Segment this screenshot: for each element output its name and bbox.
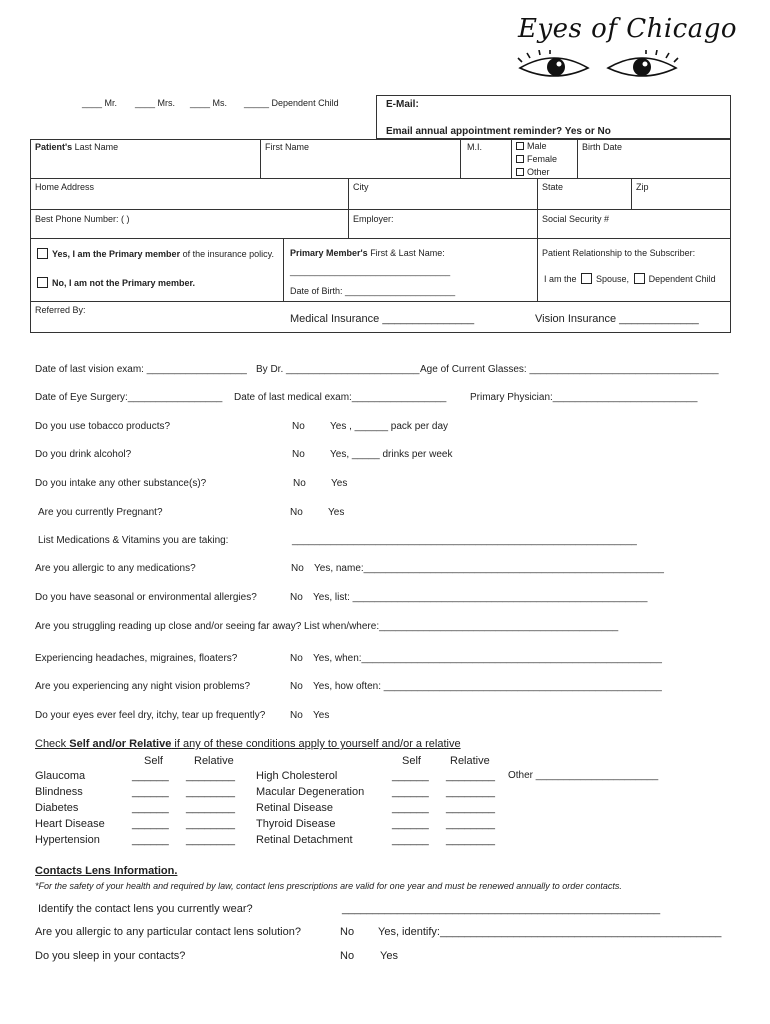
night-vision-question: Are you experiencing any night vision problems? — [35, 681, 251, 692]
sleep-contacts-yes[interactable]: Yes — [380, 950, 398, 962]
env-allergy-no[interactable]: No — [290, 592, 303, 603]
no-primary-checkbox[interactable] — [37, 277, 48, 288]
title-ms: ____ Ms. — [190, 98, 228, 108]
substance-question: Do you intake any other substance(s)? — [35, 478, 207, 489]
alcohol-question: Do you drink alcohol? — [35, 449, 132, 460]
by-dr[interactable]: By Dr. ________________________ — [256, 364, 420, 375]
self-header-left: Self — [144, 755, 163, 767]
relative-header-left: Relative — [194, 755, 234, 767]
night-vision-no[interactable]: No — [290, 681, 303, 692]
med-allergy-no[interactable]: No — [291, 563, 304, 574]
condition-name: Hypertension — [35, 834, 100, 846]
solution-allergy-yes[interactable]: Yes, identify:______________________________________________ — [378, 926, 722, 938]
condition-name: Thyroid Disease — [256, 818, 336, 830]
self-blank[interactable]: ______ — [392, 802, 429, 814]
condition-name: High Cholesterol — [256, 770, 338, 782]
condition-name: Retinal Disease — [256, 802, 334, 814]
other-checkbox[interactable] — [516, 168, 524, 176]
condition-name: Glaucoma — [35, 770, 86, 782]
reading-question[interactable]: Are you struggling reading up close and/or seeing far away? List when/where:___________________________________________ — [35, 621, 619, 632]
no-primary-option[interactable]: No, I am not the Primary member. — [37, 277, 195, 288]
self-blank[interactable]: ______ — [132, 786, 169, 798]
last-medical-exam[interactable]: Date of last medical exam:_________________ — [234, 392, 447, 403]
first-name-label: First Name — [265, 142, 310, 152]
solution-allergy-no[interactable]: No — [340, 926, 355, 938]
condition-name: Retinal Detachment — [256, 834, 353, 846]
primary-name-line[interactable]: ________________________________ — [290, 266, 451, 276]
gender-other[interactable]: Other — [516, 167, 550, 177]
last-name-label: Patient's Last Name — [35, 142, 119, 152]
alcohol-no[interactable]: No — [292, 449, 305, 460]
sleep-contacts-question: Do you sleep in your contacts? — [35, 950, 186, 962]
dry-eyes-yes[interactable]: Yes — [313, 710, 330, 721]
gender-male[interactable]: Male — [516, 141, 547, 151]
relative-blank[interactable]: ________ — [186, 818, 235, 830]
relative-blank[interactable]: ________ — [446, 802, 495, 814]
primary-dob[interactable]: Date of Birth: ______________________ — [290, 286, 456, 296]
substance-yes[interactable]: Yes — [331, 478, 348, 489]
medical-insurance[interactable]: Medical Insurance _______________ — [290, 313, 475, 325]
gender-female[interactable]: Female — [516, 154, 557, 164]
relative-blank[interactable]: ________ — [446, 770, 495, 782]
email-label: E-Mail: — [386, 99, 419, 110]
phone-label: Best Phone Number: ( ) — [35, 214, 130, 224]
dry-eyes-question: Do your eyes ever feel dry, itchy, tear up frequently? — [35, 710, 266, 721]
primary-name-label: Primary Member's First & Last Name: — [290, 248, 445, 258]
relative-blank[interactable]: ________ — [446, 834, 495, 846]
relative-blank[interactable]: ________ — [446, 818, 495, 830]
contact-lens-line[interactable]: ____________________________________________________ — [342, 903, 661, 915]
referred-label: Referred By: — [35, 305, 86, 315]
age-of-glasses[interactable]: Age of Current Glasses: __________________________________ — [420, 364, 719, 375]
self-blank[interactable]: ______ — [392, 818, 429, 830]
env-allergy-question: Do you have seasonal or environmental allergies? — [35, 592, 257, 603]
condition-name: Diabetes — [35, 802, 79, 814]
yes-primary-option[interactable]: Yes, I am the Primary member of the insurance policy. — [37, 248, 274, 259]
relationship-label: Patient Relationship to the Subscriber: — [542, 248, 696, 258]
env-allergy-yes[interactable]: Yes, list: _____________________________________________________ — [313, 592, 648, 603]
other-condition[interactable]: Other ______________________ — [508, 770, 659, 781]
conditions-intro: Check Self and/or Relative if any of these conditions apply to yourself and/or a relative — [35, 738, 461, 750]
zip-label: Zip — [636, 182, 649, 192]
self-blank[interactable]: ______ — [392, 834, 429, 846]
contacts-title: Contacts Lens Information. — [35, 865, 178, 877]
birth-date-label: Birth Date — [582, 142, 623, 152]
relative-blank[interactable]: ________ — [186, 802, 235, 814]
condition-name: Heart Disease — [35, 818, 105, 830]
title-dependent: _____ Dependent Child — [244, 98, 339, 108]
email-reminder: Email annual appointment reminder? Yes or No — [386, 126, 611, 137]
self-blank[interactable]: ______ — [132, 770, 169, 782]
spouse-checkbox[interactable] — [581, 273, 592, 284]
last-vision-exam[interactable]: Date of last vision exam: __________________ — [35, 364, 247, 375]
substance-no[interactable]: No — [293, 478, 306, 489]
solution-allergy-question: Are you allergic to any particular contact lens solution? — [35, 926, 301, 938]
dependent-checkbox[interactable] — [634, 273, 645, 284]
headaches-question: Experiencing headaches, migraines, floaters? — [35, 653, 238, 664]
contact-lens-question: Identify the contact lens you currently wear? — [38, 903, 253, 915]
state-label: State — [542, 182, 564, 192]
female-checkbox[interactable] — [516, 155, 524, 163]
self-header-right: Self — [402, 755, 421, 767]
self-blank[interactable]: ______ — [132, 834, 169, 846]
logo-title: Eyes of Chicago — [518, 14, 738, 44]
headaches-no[interactable]: No — [290, 653, 303, 664]
relative-blank[interactable]: ________ — [186, 834, 235, 846]
condition-name: Blindness — [35, 786, 83, 798]
employer-label: Employer: — [353, 214, 394, 224]
relative-header-right: Relative — [450, 755, 490, 767]
medications-question: List Medications & Vitamins you are taking: — [38, 535, 229, 546]
night-vision-yes[interactable]: Yes, how often: __________________________________________________ — [313, 681, 662, 692]
headaches-yes[interactable]: Yes, when:______________________________________________________ — [313, 653, 662, 664]
pregnant-yes[interactable]: Yes — [328, 507, 345, 518]
pregnant-no[interactable]: No — [290, 507, 303, 518]
self-blank[interactable]: ______ — [392, 770, 429, 782]
eyes-logo-icon — [516, 50, 682, 86]
mi-label: M.I. — [467, 142, 482, 152]
self-blank[interactable]: ______ — [132, 802, 169, 814]
relative-blank[interactable]: ________ — [186, 770, 235, 782]
home-address-label: Home Address — [35, 182, 95, 192]
self-blank[interactable]: ______ — [132, 818, 169, 830]
city-label: City — [353, 182, 369, 192]
alcohol-yes[interactable]: Yes, _____ drinks per week — [330, 449, 453, 460]
sleep-contacts-no[interactable]: No — [340, 950, 355, 962]
tobacco-yes[interactable]: Yes , ______ pack per day — [330, 421, 449, 432]
primary-physician[interactable]: Primary Physician:__________________________ — [470, 392, 698, 403]
relative-blank[interactable]: ________ — [186, 786, 235, 798]
condition-name: Macular Degeneration — [256, 786, 365, 798]
yes-primary-checkbox[interactable] — [37, 248, 48, 259]
contacts-note: *For the safety of your health and required by law, contact lens prescriptions are valid for one year and must be renewed annually to order contacts. — [35, 881, 622, 891]
vision-insurance[interactable]: Vision Insurance _____________ — [535, 313, 699, 325]
male-checkbox[interactable] — [516, 142, 524, 150]
medications-line[interactable]: ______________________________________________________________ — [292, 535, 637, 546]
eye-surgery-date[interactable]: Date of Eye Surgery:_________________ — [35, 392, 223, 403]
med-allergy-question: Are you allergic to any medications? — [35, 563, 196, 574]
tobacco-question: Do you use tobacco products? — [35, 421, 171, 432]
relative-blank[interactable]: ________ — [446, 786, 495, 798]
dry-eyes-no[interactable]: No — [290, 710, 303, 721]
title-mrs: ____ Mrs. — [135, 98, 176, 108]
city-cell[interactable] — [348, 178, 538, 210]
pregnant-question: Are you currently Pregnant? — [38, 507, 163, 518]
self-blank[interactable]: ______ — [392, 786, 429, 798]
relationship-options: I am the Spouse, Dependent Child — [544, 274, 716, 284]
title-mr: ____ Mr. — [82, 98, 118, 108]
tobacco-no[interactable]: No — [292, 421, 305, 432]
med-allergy-yes[interactable]: Yes, name:______________________________________________________ — [314, 563, 664, 574]
ssn-label: Social Security # — [542, 214, 610, 224]
